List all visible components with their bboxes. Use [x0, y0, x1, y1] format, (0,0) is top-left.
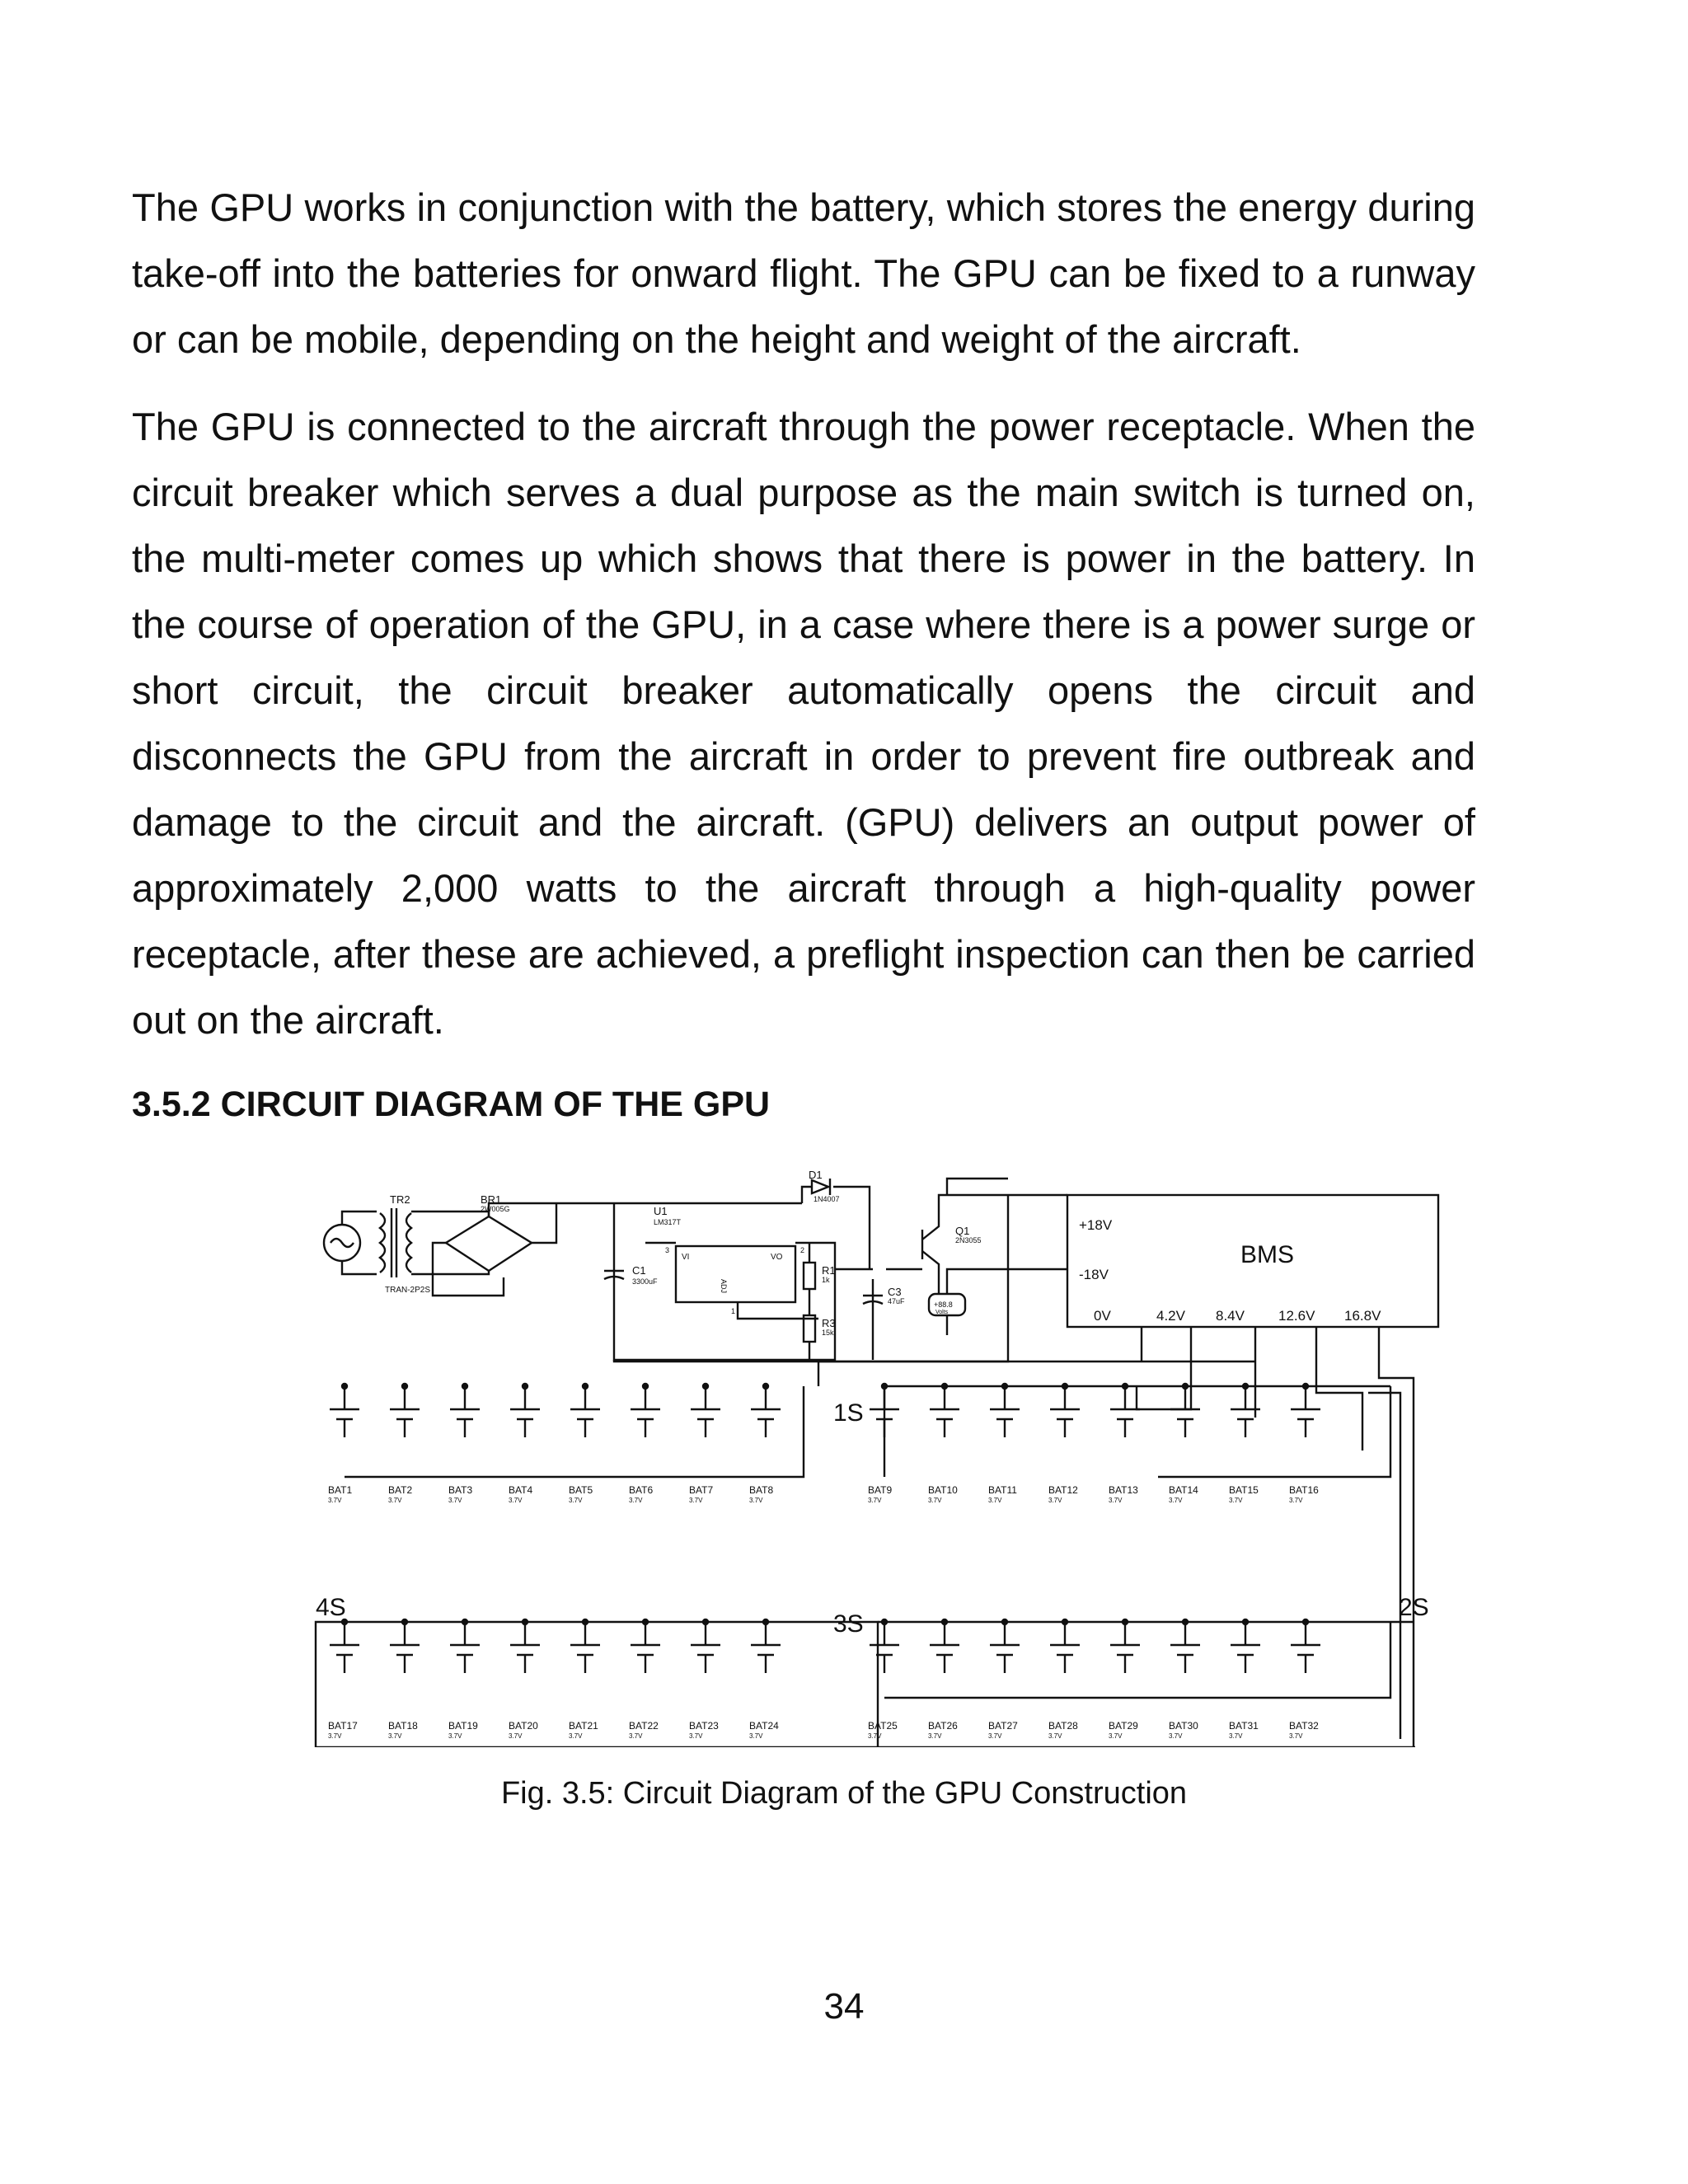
battery-voltage-label: 3.7V [388, 1497, 402, 1504]
u1-label: U1 [654, 1205, 668, 1217]
battery-label: BAT4 [509, 1484, 533, 1496]
page-number: 34 [823, 1986, 865, 2027]
battery-label: BAT5 [569, 1484, 593, 1496]
battery-cell [510, 1384, 540, 1437]
r1-value: 1k [822, 1276, 830, 1284]
battery-label: BAT20 [509, 1720, 538, 1732]
c1-value: 3300uF [632, 1277, 658, 1286]
battery-label: BAT30 [1169, 1720, 1198, 1732]
r1-label: R1 [822, 1264, 836, 1277]
gpu-circuit-diagram [309, 1170, 1463, 1747]
battery-label: BAT13 [1109, 1484, 1138, 1496]
battery-voltage-label: 3.7V [749, 1732, 763, 1740]
bms-pos-label: +18V [1079, 1217, 1113, 1233]
battery-label: BAT22 [629, 1720, 659, 1732]
u1-vo-pin: VO [771, 1253, 783, 1262]
battery-voltage-label: 3.7V [629, 1732, 643, 1740]
battery-voltage-label: 3.7V [868, 1497, 882, 1504]
battery-cell [990, 1619, 1020, 1673]
battery-cell [450, 1619, 480, 1673]
battery-cell [751, 1619, 781, 1673]
battery-label: BAT21 [569, 1720, 598, 1732]
battery-label: BAT24 [749, 1720, 779, 1732]
group-1s-label: 1S [833, 1399, 864, 1427]
group-4s-label: 4S [316, 1594, 346, 1621]
u1-part-label: LM317T [654, 1218, 682, 1226]
battery-voltage-label: 3.7V [928, 1497, 942, 1504]
battery-label: BAT1 [328, 1484, 353, 1496]
battery-label: BAT18 [388, 1720, 418, 1732]
battery-label: BAT26 [928, 1720, 958, 1732]
battery-voltage-label: 3.7V [1109, 1497, 1123, 1504]
battery-voltage-label: 3.7V [1048, 1497, 1062, 1504]
battery-voltage-label: 3.7V [1169, 1732, 1183, 1740]
battery-cell [1291, 1619, 1320, 1673]
battery-cell [691, 1619, 720, 1673]
battery-cell [691, 1384, 720, 1437]
u1-pin1: 1 [731, 1307, 736, 1315]
br1-label: BR1 [481, 1193, 502, 1206]
battery-voltage-label: 3.7V [689, 1732, 703, 1740]
c3-value: 47uF [888, 1297, 905, 1305]
group-2s-label: 2S [1399, 1594, 1429, 1621]
battery-cell [990, 1384, 1020, 1437]
battery-label: BAT2 [388, 1484, 413, 1496]
battery-cell [1050, 1384, 1080, 1437]
battery-label: BAT14 [1169, 1484, 1198, 1496]
bms-tap-0v: 0V [1094, 1308, 1111, 1324]
battery-voltage-label: 3.7V [928, 1732, 942, 1740]
body-paragraph-2: The GPU is connected to the aircraft through the power receptacle. When the circuit breaker which serves a dual purpose as the main switch is turned on, the multi-meter comes up which shows that there is power in the battery. In the course of operation of the GPU, in a case where there is a power surge or short circuit, the circuit breaker automatically opens the circuit and disconnects the GPU from the aircraft in order to prevent fire outbreak and damage to the circuit and the aircraft. (GPU) delivers an output power of approximately 2,000 watts to the aircraft through a high-quality power receptacle, after these are achieved, a preflight inspection can then be carried out on the aircraft. [132, 405, 1475, 1042]
battery-cell [570, 1619, 600, 1673]
battery-cell [1110, 1384, 1140, 1437]
body-paragraph-1: The GPU works in conjunction with the battery, which stores the energy during take-off into the batteries for onward flight. The GPU can be fixed to a runway or can be mobile, depending on the height and weight of the aircraft. [132, 185, 1475, 361]
bms-tap-4v2: 4.2V [1156, 1308, 1185, 1324]
battery-cell [330, 1384, 359, 1437]
battery-cell [450, 1384, 480, 1437]
battery-label: BAT9 [868, 1484, 893, 1496]
d1-part-label: 1N4007 [814, 1195, 840, 1203]
bms-tap-16v8: 16.8V [1344, 1308, 1381, 1324]
battery-label: BAT8 [749, 1484, 774, 1496]
battery-label: BAT19 [448, 1720, 478, 1732]
battery-cell [330, 1619, 359, 1673]
battery-cell [1050, 1619, 1080, 1673]
battery-cell [1170, 1384, 1200, 1437]
battery-label: BAT6 [629, 1484, 654, 1496]
battery-label: BAT15 [1229, 1484, 1259, 1496]
battery-label: BAT28 [1048, 1720, 1078, 1732]
battery-voltage-label: 3.7V [328, 1732, 342, 1740]
u1-adj-pin: ADJ [720, 1279, 728, 1294]
tr2-label: TR2 [390, 1193, 410, 1206]
battery-voltage-label: 3.7V [689, 1497, 703, 1504]
battery-voltage-label: 3.7V [1289, 1732, 1303, 1740]
battery-voltage-label: 3.7V [509, 1732, 523, 1740]
battery-voltage-label: 3.7V [1229, 1497, 1243, 1504]
battery-voltage-label: 3.7V [509, 1497, 523, 1504]
battery-label: BAT7 [689, 1484, 714, 1496]
battery-label: BAT29 [1109, 1720, 1138, 1732]
q1-part-label: 2N3055 [955, 1236, 982, 1244]
u1-pin2: 2 [800, 1246, 805, 1254]
battery-cell [930, 1619, 959, 1673]
battery-cell [510, 1619, 540, 1673]
meter-unit: Volts [935, 1310, 949, 1315]
battery-voltage-label: 3.7V [1229, 1732, 1243, 1740]
battery-cell [930, 1384, 959, 1437]
battery-label: BAT10 [928, 1484, 958, 1496]
battery-label: BAT27 [988, 1720, 1018, 1732]
battery-voltage-label: 3.7V [868, 1732, 882, 1740]
battery-label: BAT25 [868, 1720, 898, 1732]
bms-title: BMS [1240, 1241, 1295, 1268]
group-3s-label: 3S [833, 1610, 864, 1638]
tr2-part-label: TRAN-2P2S [385, 1286, 431, 1295]
battery-voltage-label: 3.7V [1169, 1497, 1183, 1504]
bms-tap-8v4: 8.4V [1216, 1308, 1245, 1324]
r3-label: R3 [822, 1317, 836, 1329]
battery-voltage-label: 3.7V [1048, 1732, 1062, 1740]
bms-tap-12v6: 12.6V [1278, 1308, 1315, 1324]
d1-label: D1 [809, 1170, 823, 1181]
battery-voltage-label: 3.7V [988, 1497, 1002, 1504]
battery-voltage-label: 3.7V [569, 1497, 583, 1504]
battery-label: BAT11 [988, 1484, 1017, 1496]
battery-label: BAT12 [1048, 1484, 1078, 1496]
battery-cell [390, 1384, 420, 1437]
br1-part-label: 2W005G [481, 1205, 510, 1213]
battery-voltage-label: 3.7V [1109, 1732, 1123, 1740]
battery-cell [751, 1384, 781, 1437]
battery-cell [870, 1619, 899, 1673]
battery-voltage-label: 3.7V [629, 1497, 643, 1504]
battery-cell [1110, 1619, 1140, 1673]
battery-label: BAT17 [328, 1720, 358, 1732]
battery-cell [570, 1384, 600, 1437]
battery-voltage-label: 3.7V [569, 1732, 583, 1740]
q1-label: Q1 [955, 1225, 970, 1237]
battery-label: BAT23 [689, 1720, 719, 1732]
c1-label: C1 [632, 1264, 646, 1277]
battery-label: BAT16 [1289, 1484, 1319, 1496]
section-heading: 3.5.2 CIRCUIT DIAGRAM OF THE GPU [132, 1085, 771, 1124]
battery-label: BAT31 [1229, 1720, 1259, 1732]
u1-pin3: 3 [665, 1246, 670, 1254]
battery-cell [631, 1619, 660, 1673]
c3-label: C3 [888, 1286, 902, 1298]
battery-cell [631, 1384, 660, 1437]
battery-voltage-label: 3.7V [1289, 1497, 1303, 1504]
battery-cell [1170, 1619, 1200, 1673]
meter-value: +88.8 [934, 1301, 953, 1309]
figure-caption: Fig. 3.5: Circuit Diagram of the GPU Construction [500, 1776, 1188, 1811]
battery-voltage-label: 3.7V [448, 1497, 462, 1504]
r3-value: 15k [822, 1329, 834, 1337]
battery-voltage-label: 3.7V [749, 1497, 763, 1504]
battery-label: BAT3 [448, 1484, 473, 1496]
battery-cell [1231, 1619, 1260, 1673]
battery-voltage-label: 3.7V [448, 1732, 462, 1740]
battery-label: BAT32 [1289, 1720, 1319, 1732]
battery-voltage-label: 3.7V [388, 1732, 402, 1740]
u1-vi-pin: VI [682, 1253, 690, 1262]
battery-voltage-label: 3.7V [328, 1497, 342, 1504]
battery-cell [390, 1619, 420, 1673]
battery-voltage-label: 3.7V [988, 1732, 1002, 1740]
bms-neg-label: -18V [1079, 1267, 1109, 1282]
